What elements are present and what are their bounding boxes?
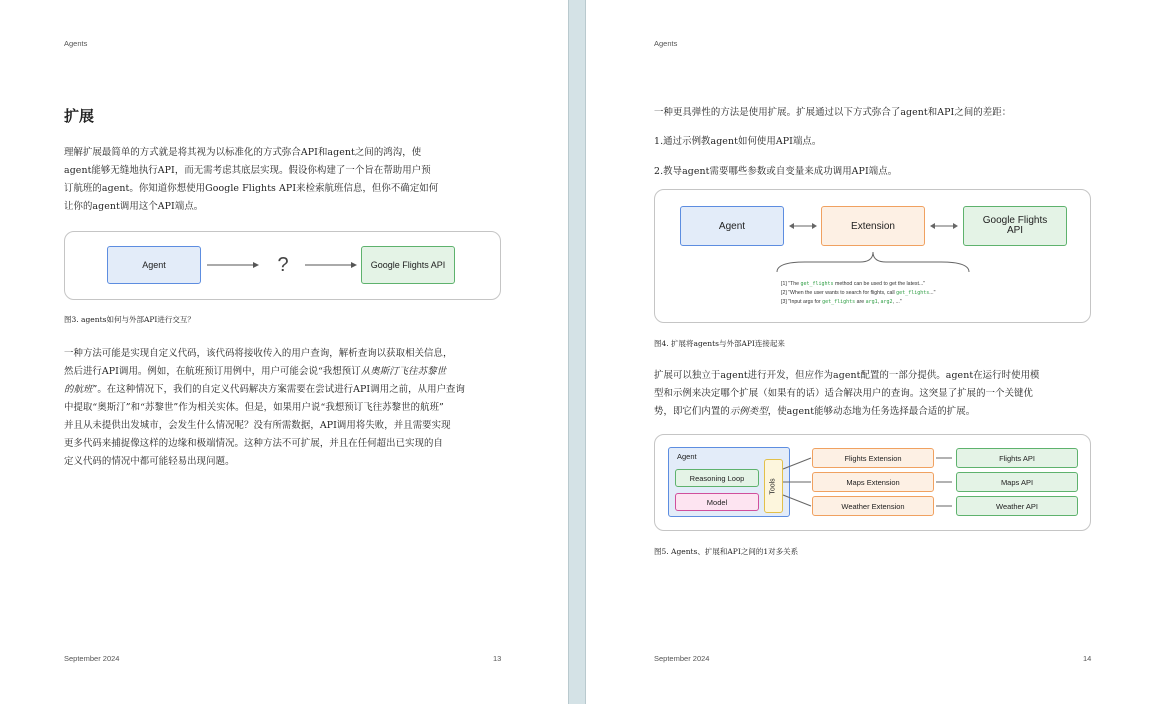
text-line: 一种方法可能是实现自定义代码，该代码将接收传入的用户查询，解析查询以获取相关信息， bbox=[64, 348, 453, 359]
weather-api-box: Weather API bbox=[956, 496, 1078, 516]
right-page bbox=[586, 0, 1158, 704]
maps-extension-box: Maps Extension bbox=[812, 472, 934, 492]
text-line: 理解扩展最简单的方式就是将其视为以标准化的方式弥合API和agent之间的鸿沟，使 bbox=[64, 147, 422, 158]
text-line: 让你的agent调用这个API端点。 bbox=[64, 201, 204, 212]
code-span: arg2 bbox=[880, 299, 893, 305]
flights-extension-box: Flights Extension bbox=[812, 448, 934, 468]
note-text: [3] "Input args for bbox=[781, 299, 823, 305]
example-line-1 bbox=[781, 280, 935, 289]
text-line: 订航班的agent。你知道你想使用Google Flights API来检索航班信息，但你不确定如何 bbox=[64, 183, 439, 194]
text-span: ”。在这种情况下，我们的自定义代码解决方案需要在尝试进行API调用之前，从用户查询 bbox=[92, 384, 465, 395]
code-span: get_flights bbox=[822, 299, 856, 305]
code-span: arg1 bbox=[865, 299, 878, 305]
footer-date: September 2024 bbox=[64, 654, 120, 663]
paragraph-custom-code bbox=[64, 345, 524, 471]
list-item-2: 2.教导agent需要哪些参数或自变量来成功调用API端点。 bbox=[654, 166, 898, 177]
weather-extension-box: Weather Extension bbox=[812, 496, 934, 516]
google-flights-api-box: Google Flights API bbox=[361, 246, 455, 284]
figure-4-caption: 图4. 扩展将agents与外部API连接起来 bbox=[654, 339, 785, 348]
running-header: Agents bbox=[654, 39, 678, 48]
running-header: Agents bbox=[64, 39, 88, 48]
figure-3-caption: 图3. agents如何与外部API进行交互？ bbox=[64, 315, 195, 324]
text-line: 型和示例来决定哪个扩展（如果有的话）适合解决用户的查询。这突显了扩展的一个关键优 bbox=[654, 388, 1034, 399]
example-line-2 bbox=[781, 289, 935, 298]
figure-5-caption: 图5. Agents、扩展和API之间的1对多关系 bbox=[654, 547, 799, 556]
paragraph-extension-dev bbox=[654, 367, 1124, 421]
example-line-3 bbox=[781, 298, 935, 307]
note-text: method can be used to get the latest..." bbox=[833, 281, 926, 287]
note-text: ..." bbox=[929, 290, 936, 296]
text-line bbox=[64, 381, 524, 399]
list-item-1: 1.通过示例教agent如何使用API端点。 bbox=[654, 136, 822, 147]
note-text: [1] "The bbox=[781, 281, 801, 287]
section-title: 扩展 bbox=[64, 107, 95, 125]
italic-example: 从奥斯汀飞往苏黎世 bbox=[360, 366, 447, 377]
text-line bbox=[64, 363, 524, 381]
reasoning-loop-box: Reasoning Loop bbox=[675, 469, 759, 487]
page-number: 14 bbox=[1083, 654, 1092, 663]
extension-examples bbox=[781, 280, 935, 307]
note-text: [2] "When the user wants to search for flights, call bbox=[781, 290, 897, 296]
flights-api-box: Flights API bbox=[956, 448, 1078, 468]
paragraph-intro bbox=[64, 144, 514, 216]
italic-term: 示例类型 bbox=[729, 406, 768, 417]
figure-5-diagram bbox=[654, 434, 1091, 531]
text-span: 然后进行API调用。例如，在航班预订用例中，用户可能会说“我想预订 bbox=[64, 366, 361, 377]
note-text: , bbox=[877, 299, 881, 305]
text-line: 定义代码的情况中都可能轻易出现问题。 bbox=[64, 456, 235, 467]
code-span: get_flights bbox=[800, 281, 834, 287]
text-line: agent能够无缝地执行API，而无需考虑其底层实现。假设你构建了一个旨在帮助用户预 bbox=[64, 165, 431, 176]
code-span: get_flights bbox=[896, 290, 930, 296]
question-mark: ? bbox=[277, 253, 289, 276]
paragraph-resilient: 一种更具弹性的方法是使用扩展。扩展通过以下方式弥合了agent和API之间的差距： bbox=[654, 107, 1012, 118]
text-line: 中提取“奥斯汀”和“苏黎世”作为相关实体。但是，如果用户说“我想预订飞往苏黎世的航班” bbox=[64, 402, 444, 413]
note-text: are bbox=[855, 299, 866, 305]
left-page bbox=[0, 0, 568, 704]
agent-box: Agent bbox=[107, 246, 201, 284]
agent-label: Agent bbox=[677, 452, 697, 461]
page-number: 13 bbox=[493, 654, 502, 663]
extension-box: Extension bbox=[821, 206, 925, 246]
figure-4-diagram bbox=[654, 189, 1091, 323]
italic-example: 的航班 bbox=[64, 384, 93, 395]
text-line: 更多代码来捕捉像这样的边缘和极端情况。这种方法不可扩展，并且在任何超出已实现的自 bbox=[64, 438, 444, 449]
footer-date: September 2024 bbox=[654, 654, 710, 663]
tools-label: Tools bbox=[770, 477, 777, 495]
note-text: , ..." bbox=[892, 299, 902, 305]
agent-box: Agent bbox=[680, 206, 784, 246]
text-line: 势，即它们内置的示例类型，使agent能够动态地为任务选择最合适的扩展。 bbox=[654, 406, 976, 417]
page-gutter bbox=[568, 0, 586, 704]
model-box: Model bbox=[675, 493, 759, 511]
google-flights-api-box: Google Flights API bbox=[963, 206, 1067, 246]
text-line: 扩展可以独立于agent进行开发，但应作为agent配置的一部分提供。agent在运行时使用模 bbox=[654, 370, 1040, 381]
figure-3-diagram bbox=[64, 231, 501, 300]
text-line: 并且从未提供出发城市，会发生什么情况呢？没有所需数据，API调用将失败，并且需要实现 bbox=[64, 420, 451, 431]
maps-api-box: Maps API bbox=[956, 472, 1078, 492]
